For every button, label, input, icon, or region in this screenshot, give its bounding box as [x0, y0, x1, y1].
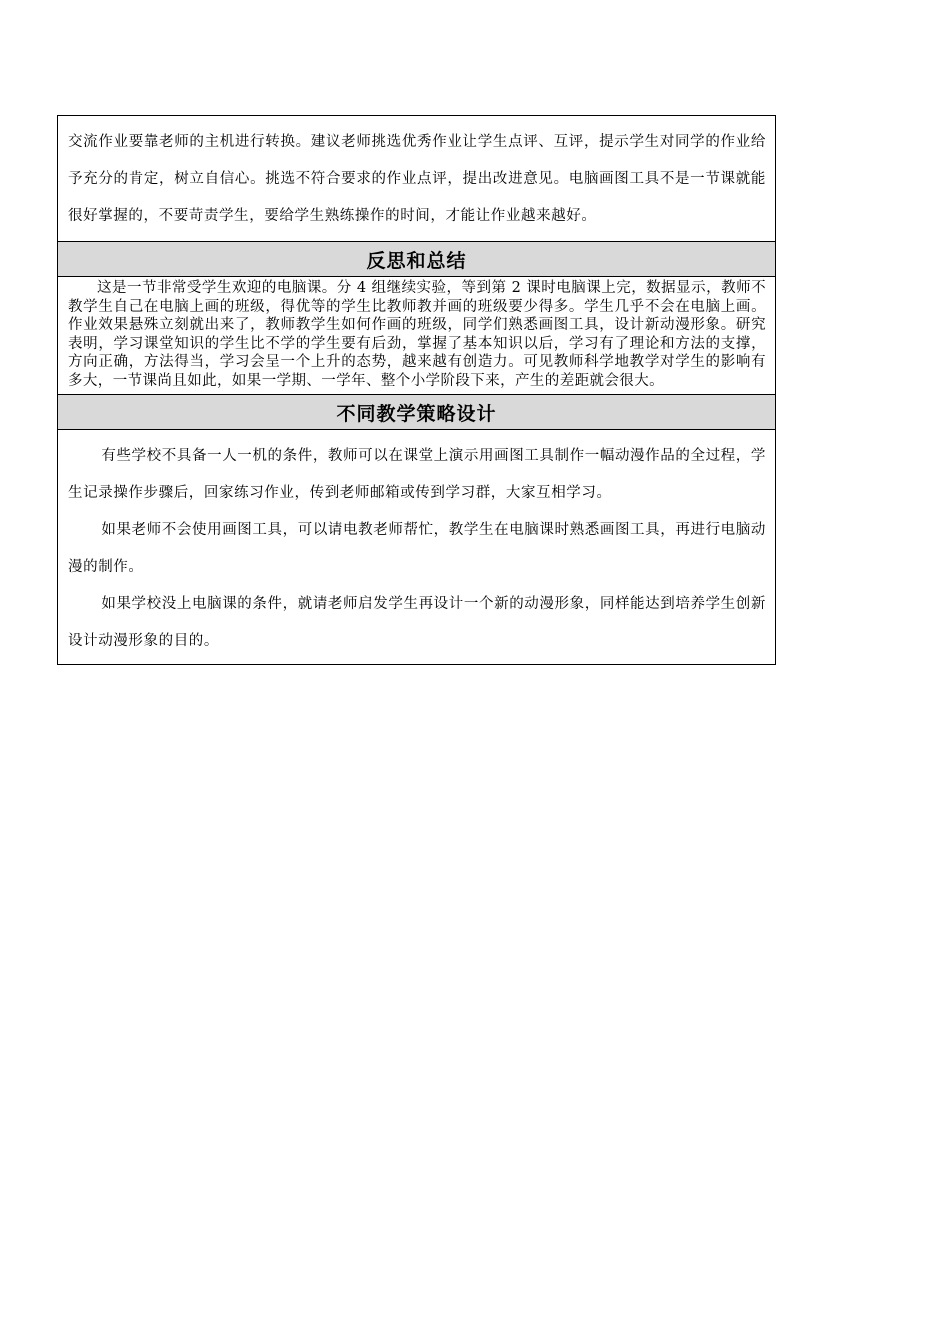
strategy-paragraph-1: 有些学校不具备一人一机的条件，教师可以在课堂上演示用画图工具制作一幅动漫作品的全过程，学生记录操作步骤后，回家练习作业，传到老师邮箱或传到学习群，大家互相学习。 — [68, 448, 766, 501]
intro-paragraph: 交流作业要靠老师的主机进行转换。建议老师挑选优秀作业让学生点评、互评，提示学生对同学的作业给予充分的肯定，树立自信心。挑选不符合要求的作业点评，提出改进意见。电脑画图工具不是一节课就能很好掌握的，不要苛责学生，要给学生熟练操作的时间，才能让作业越来越好。 — [68, 134, 766, 224]
reflection-heading: 反思和总结 — [58, 241, 775, 277]
reflection-paragraph: 这是一节非常受学生欢迎的电脑课。分 4 组继续实验，等到第 2 课时电脑课上完，数据显示，教师不教学生自己在电脑上画的班级，得优等的学生比教师教并画的班级要少得多。学生几乎不会在电脑上画。作业效果悬殊立刻就出来了，教师教学生如何作画的班级，同学们熟悉画图工具，设计新动漫形象。研究表明，学习课堂知识的学生比不学的学生要有后劲，掌握了基本知识以后，学习有了理论和方法的支撑，方向正确，方法得当，学习会呈一个上升的态势，越来越有创造力。可见教师科学地教学对学生的影响有多大，一节课尚且如此，如果一学期、一学年、整个小学阶段下来，产生的差距就会很大。 — [68, 280, 766, 389]
strategy-paragraph-3: 如果学校没上电脑课的条件，就请老师启发学生再设计一个新的动漫形象，同样能达到培养学生创新设计动漫形象的目的。 — [68, 596, 766, 649]
strategy-heading: 不同教学策略设计 — [58, 394, 775, 430]
lesson-table — [57, 115, 776, 665]
strategy-paragraph-2: 如果老师不会使用画图工具，可以请电教老师帮忙，教学生在电脑课时熟悉画图工具，再进行电脑动漫的制作。 — [68, 522, 766, 575]
reflection-section — [58, 277, 775, 394]
intro-section — [58, 116, 775, 241]
strategy-section — [58, 430, 775, 664]
